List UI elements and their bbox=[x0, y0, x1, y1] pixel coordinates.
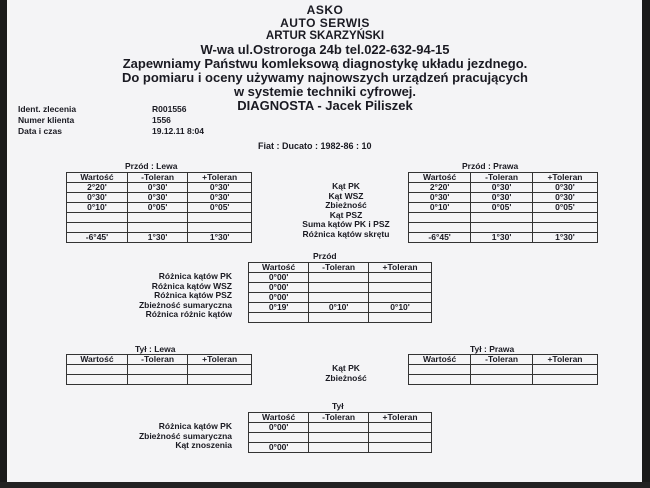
front-right-header-row bbox=[409, 173, 598, 183]
diagnostician: DIAGNOSTA - Jacek Piliszek bbox=[237, 98, 413, 113]
business-name: AUTO SERWIS bbox=[280, 16, 370, 30]
table-row bbox=[409, 193, 598, 203]
client-number-label: Numer klienta bbox=[18, 115, 75, 125]
plus-tolerance-column-header: +Toleran bbox=[188, 173, 252, 183]
document-header bbox=[0, 4, 650, 113]
value-cell bbox=[67, 223, 128, 233]
minus-tolerance-column-header: -Toleran bbox=[127, 355, 187, 365]
table-row bbox=[409, 223, 598, 233]
minus-tolerance-cell bbox=[471, 213, 533, 223]
value-column-header: Wartość bbox=[409, 355, 471, 365]
minus-tolerance-cell bbox=[309, 283, 369, 293]
measure-label: Kąt PK bbox=[332, 181, 360, 191]
value-cell: 0°10' bbox=[409, 203, 471, 213]
plus-tolerance-cell bbox=[188, 365, 252, 375]
intro-line-2: Do pomiaru i oceny używamy najnowszych urządzeń pracujących bbox=[121, 70, 528, 85]
measure-label: Zbieżność sumaryczna bbox=[138, 299, 232, 310]
minus-tolerance-column-header: -Toleran bbox=[471, 355, 533, 365]
value-cell: 2°20' bbox=[67, 183, 128, 193]
table-row bbox=[67, 213, 252, 223]
value-cell bbox=[67, 375, 128, 385]
value-cell: 0°10' bbox=[67, 203, 128, 213]
plus-tolerance-cell bbox=[532, 223, 597, 233]
minus-tolerance-cell: 0°30' bbox=[127, 183, 187, 193]
minus-tolerance-cell bbox=[127, 213, 187, 223]
table-row bbox=[67, 183, 252, 193]
order-info bbox=[18, 104, 204, 137]
measure-label: Suma kątów PK i PSZ bbox=[302, 219, 390, 229]
front-center-labels bbox=[80, 272, 232, 320]
minus-tolerance-cell: 0°30' bbox=[471, 193, 533, 203]
rear-center-header-row bbox=[249, 413, 432, 423]
value-cell: -6°45' bbox=[67, 233, 128, 243]
minus-tolerance-cell: 0°30' bbox=[471, 183, 533, 193]
value-cell: 2°20' bbox=[409, 183, 471, 193]
value-cell: 0°00' bbox=[249, 273, 309, 283]
measure-label: Kąt PK bbox=[332, 363, 360, 373]
minus-tolerance-cell bbox=[309, 433, 369, 443]
table-row bbox=[409, 375, 598, 385]
plus-tolerance-cell bbox=[369, 273, 432, 283]
minus-tolerance-cell bbox=[127, 223, 187, 233]
value-cell: 0°19' bbox=[249, 303, 309, 313]
minus-tolerance-cell: 0°05' bbox=[127, 203, 187, 213]
table-row bbox=[67, 223, 252, 233]
value-column-header: Wartość bbox=[409, 173, 471, 183]
minus-tolerance-column-header: -Toleran bbox=[127, 173, 187, 183]
minus-tolerance-column-header: -Toleran bbox=[309, 263, 369, 273]
plus-tolerance-column-header: +Toleran bbox=[188, 355, 252, 365]
table-row bbox=[67, 203, 252, 213]
table-row bbox=[249, 423, 432, 433]
measure-label: Różnica kątów PK bbox=[158, 271, 232, 281]
rear-left-title: Tył : Lewa bbox=[135, 344, 176, 354]
measure-label: Kąt WSZ bbox=[328, 190, 364, 201]
rear-left-header-row bbox=[67, 355, 252, 365]
plus-tolerance-cell: 0°05' bbox=[188, 203, 252, 213]
value-cell: -6°45' bbox=[409, 233, 471, 243]
value-column-header: Wartość bbox=[67, 173, 128, 183]
table-row bbox=[409, 213, 598, 223]
table-row bbox=[409, 233, 598, 243]
value-column-header: Wartość bbox=[67, 355, 128, 365]
plus-tolerance-cell bbox=[369, 433, 432, 443]
front-left-header-row bbox=[67, 173, 252, 183]
measure-label: Kąt PSZ bbox=[329, 209, 363, 220]
value-cell: 0°00' bbox=[249, 443, 309, 453]
front-measure-labels bbox=[282, 182, 410, 239]
plus-tolerance-cell: 0°10' bbox=[369, 303, 432, 313]
intro-line-3: w systemie techniki cyfrowej. bbox=[233, 84, 417, 99]
plus-tolerance-cell: 0°30' bbox=[532, 193, 597, 203]
value-cell bbox=[249, 313, 309, 323]
date-time-value: 19.12.11 8:04 bbox=[152, 126, 204, 136]
table-row bbox=[67, 193, 252, 203]
minus-tolerance-cell bbox=[471, 223, 533, 233]
plus-tolerance-cell bbox=[188, 223, 252, 233]
plus-tolerance-column-header: +Toleran bbox=[369, 413, 432, 423]
value-column-header: Wartość bbox=[249, 263, 309, 273]
minus-tolerance-cell bbox=[309, 293, 369, 303]
measure-label: Różnica różnic kątów bbox=[145, 309, 232, 319]
rear-measure-labels bbox=[282, 364, 410, 383]
plus-tolerance-cell bbox=[188, 213, 252, 223]
measure-label: Zbieżność sumaryczna bbox=[138, 430, 232, 441]
plus-tolerance-column-header: +Toleran bbox=[532, 173, 597, 183]
rear-right-header-row bbox=[409, 355, 598, 365]
minus-tolerance-cell bbox=[471, 375, 533, 385]
plus-tolerance-cell: 0°05' bbox=[532, 203, 597, 213]
table-row bbox=[249, 273, 432, 283]
company-name: ASKO bbox=[306, 3, 344, 17]
plus-tolerance-cell bbox=[188, 375, 252, 385]
plus-tolerance-cell bbox=[532, 375, 597, 385]
table-row bbox=[409, 183, 598, 193]
value-cell bbox=[409, 223, 471, 233]
minus-tolerance-column-header: -Toleran bbox=[471, 173, 533, 183]
front-left-table bbox=[66, 172, 252, 243]
value-column-header: Wartość bbox=[249, 413, 309, 423]
minus-tolerance-cell bbox=[127, 365, 187, 375]
minus-tolerance-cell bbox=[309, 423, 369, 433]
scan-edge-bottom bbox=[0, 482, 650, 488]
rear-right-table bbox=[408, 354, 598, 385]
minus-tolerance-cell: 1°30' bbox=[127, 233, 187, 243]
front-center-title: Przód bbox=[313, 251, 337, 261]
minus-tolerance-cell bbox=[127, 375, 187, 385]
front-center-table bbox=[248, 262, 432, 323]
plus-tolerance-cell: 0°30' bbox=[532, 183, 597, 193]
measure-label: Kąt znoszenia bbox=[175, 440, 232, 450]
address-line: W-wa ul.Ostroroga 24b tel.022-632-94-15 bbox=[200, 42, 450, 57]
client-number-value: 1556 bbox=[152, 115, 171, 125]
measure-label: Różnica kątów WSZ bbox=[151, 280, 232, 291]
measure-label: Różnica kątów PK bbox=[158, 421, 232, 431]
value-cell: 0°30' bbox=[409, 193, 471, 203]
value-cell bbox=[409, 365, 471, 375]
plus-tolerance-cell bbox=[369, 313, 432, 323]
date-time-label: Data i czas bbox=[18, 126, 62, 136]
minus-tolerance-cell bbox=[471, 365, 533, 375]
front-left-title: Przód : Lewa bbox=[125, 161, 178, 171]
plus-tolerance-cell: 0°30' bbox=[188, 183, 252, 193]
table-row bbox=[409, 365, 598, 375]
value-cell bbox=[67, 365, 128, 375]
value-cell bbox=[409, 375, 471, 385]
value-cell bbox=[409, 213, 471, 223]
table-row bbox=[67, 365, 252, 375]
front-right-title: Przód : Prawa bbox=[462, 161, 519, 171]
plus-tolerance-cell bbox=[369, 443, 432, 453]
minus-tolerance-cell: 1°30' bbox=[471, 233, 533, 243]
vehicle-model: Fiat : Ducato : 1982-86 : 10 bbox=[258, 141, 372, 151]
value-cell: 0°00' bbox=[249, 293, 309, 303]
minus-tolerance-cell bbox=[309, 443, 369, 453]
minus-tolerance-cell: 0°05' bbox=[471, 203, 533, 213]
rear-left-table bbox=[66, 354, 252, 385]
intro-line-1: Zapewniamy Państwu komleksową diagnostykę układu jezdnego. bbox=[122, 56, 528, 71]
rear-right-title: Tył : Prawa bbox=[470, 344, 515, 354]
measure-label: Różnica kątów PSZ bbox=[154, 290, 232, 300]
table-row bbox=[67, 233, 252, 243]
plus-tolerance-column-header: +Toleran bbox=[369, 263, 432, 273]
minus-tolerance-cell bbox=[309, 313, 369, 323]
minus-tolerance-cell: 0°10' bbox=[309, 303, 369, 313]
minus-tolerance-column-header: -Toleran bbox=[309, 413, 369, 423]
plus-tolerance-cell: 1°30' bbox=[188, 233, 252, 243]
table-row bbox=[249, 283, 432, 293]
measure-label: Różnica kątów skrętu bbox=[302, 228, 390, 239]
owner-name: ARTUR SKARZYŃSKI bbox=[265, 30, 385, 42]
rear-center-title: Tył bbox=[332, 401, 344, 411]
table-row bbox=[249, 443, 432, 453]
measure-label: Zbieżność bbox=[325, 200, 367, 210]
rear-center-labels bbox=[80, 422, 232, 451]
measure-label: Zbieżność bbox=[325, 372, 367, 383]
front-right-table bbox=[408, 172, 598, 243]
plus-tolerance-cell bbox=[532, 213, 597, 223]
front-center-header-row bbox=[249, 263, 432, 273]
rear-center-table bbox=[248, 412, 432, 453]
minus-tolerance-cell bbox=[309, 273, 369, 283]
table-row bbox=[409, 203, 598, 213]
value-cell bbox=[67, 213, 128, 223]
value-cell: 0°00' bbox=[249, 283, 309, 293]
order-id-value: R001556 bbox=[152, 104, 187, 114]
minus-tolerance-cell: 0°30' bbox=[127, 193, 187, 203]
table-row bbox=[67, 375, 252, 385]
order-id-label: Ident. zlecenia bbox=[18, 104, 77, 114]
plus-tolerance-cell: 0°30' bbox=[188, 193, 252, 203]
plus-tolerance-cell bbox=[369, 293, 432, 303]
table-row bbox=[249, 303, 432, 313]
table-row bbox=[249, 293, 432, 303]
table-row bbox=[249, 433, 432, 443]
plus-tolerance-cell bbox=[532, 365, 597, 375]
table-row bbox=[249, 313, 432, 323]
value-cell: 0°30' bbox=[67, 193, 128, 203]
plus-tolerance-column-header: +Toleran bbox=[532, 355, 597, 365]
plus-tolerance-cell bbox=[369, 283, 432, 293]
plus-tolerance-cell bbox=[369, 423, 432, 433]
value-cell bbox=[249, 433, 309, 443]
value-cell: 0°00' bbox=[249, 423, 309, 433]
plus-tolerance-cell: 1°30' bbox=[532, 233, 597, 243]
